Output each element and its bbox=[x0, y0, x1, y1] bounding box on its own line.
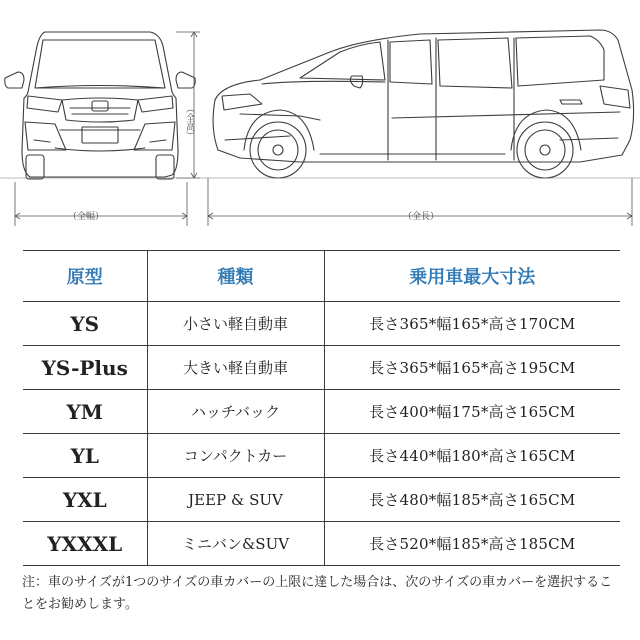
model-cell: YM bbox=[23, 390, 147, 434]
model-cell: YXL bbox=[23, 478, 147, 522]
width-dimension-label: （全幅） bbox=[68, 212, 105, 222]
dimensions-cell: 長さ365*幅165*高さ170CM bbox=[324, 302, 620, 346]
table-header-row bbox=[23, 251, 620, 302]
dimensions-cell: 長さ440*幅180*高さ165CM bbox=[324, 434, 620, 478]
table-row bbox=[23, 522, 620, 566]
dimensions-cell: 長さ365*幅165*高さ195CM bbox=[324, 346, 620, 390]
model-cell: YS bbox=[23, 302, 147, 346]
side-view-car bbox=[213, 30, 634, 178]
header-type: 種類 bbox=[147, 251, 324, 302]
table-row bbox=[23, 478, 620, 522]
header-model: 原型 bbox=[23, 251, 147, 302]
front-view-car bbox=[5, 32, 195, 179]
type-cell: 小さい軽自動車 bbox=[147, 302, 324, 346]
dimensions-cell: 長さ480*幅185*高さ165CM bbox=[324, 478, 620, 522]
type-cell: 大きい軽自動車 bbox=[147, 346, 324, 390]
model-cell: YXXXL bbox=[23, 522, 147, 566]
dimension-lines bbox=[0, 32, 640, 226]
header-max-dimensions: 乗用車最大寸法 bbox=[324, 251, 620, 302]
size-chart-table bbox=[23, 250, 620, 566]
size-selection-note: 注：車のサイズが1つのサイズの車カバーの上限に達した場合は、次のサイズの車カバーを選択することをお勧めします。 bbox=[22, 575, 613, 612]
type-cell: ハッチバック bbox=[147, 390, 324, 434]
table-row bbox=[23, 302, 620, 346]
model-cell: YS-Plus bbox=[23, 346, 147, 390]
dimensions-cell: 長さ520*幅185*高さ185CM bbox=[324, 522, 620, 566]
type-cell: ミニバン&SUV bbox=[147, 522, 324, 566]
model-cell: YL bbox=[23, 434, 147, 478]
type-cell: コンパクトカー bbox=[147, 434, 324, 478]
table-row bbox=[23, 390, 620, 434]
height-dimension-label: （全高） bbox=[184, 104, 194, 140]
table-row bbox=[23, 434, 620, 478]
length-dimension-label: （全長） bbox=[403, 212, 440, 222]
dimensions-cell: 長さ400*幅175*高さ165CM bbox=[324, 390, 620, 434]
table-row bbox=[23, 346, 620, 390]
type-cell: JEEP & SUV bbox=[147, 478, 324, 522]
